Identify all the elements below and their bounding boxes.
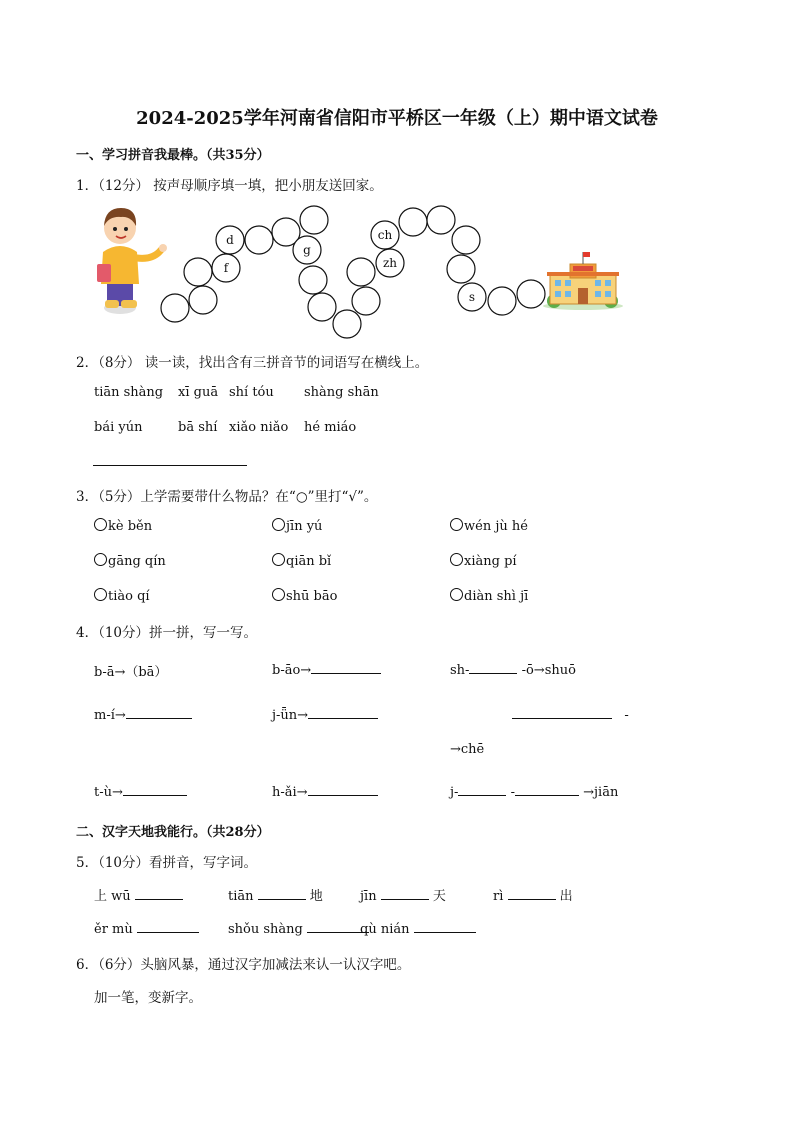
word-item: qù nián [360,920,476,937]
letter-zh: zh [382,256,398,270]
page-title: 2024-2025学年河南省信阳市平桥区一年级（上）期中语文试卷 [136,108,658,129]
answer-blank[interactable] [135,887,183,900]
answer-blank[interactable] [469,661,517,674]
circle-checkbox-icon[interactable] [450,588,463,601]
answer-blank[interactable] [458,783,506,796]
answer-blank[interactable] [123,783,187,796]
pinyin-word: xī guā [178,385,219,400]
option-item[interactable]: tiào qí [94,588,150,604]
question-2-stem: 2．（8分） 读一读，找出含有三拼音节的词语写在横线上。 [76,355,429,371]
spell-item: j-ǖn→ [272,706,378,723]
option-item[interactable]: gāng qín [94,553,166,569]
answer-blank[interactable] [258,887,306,900]
spell-item: sh- -ō→shuō [450,663,576,678]
option-item[interactable]: diàn shì jī [450,588,528,604]
section-heading-pinyin: 一、学习拼音我最棒。（共35分） [76,148,270,163]
spell-item-result: →chē [450,742,485,757]
word-item: shǒu shàng [228,920,369,937]
school-illustration [543,252,623,310]
spell-item: t-ù→ [94,783,187,800]
pinyin-word: shàng shān [304,385,379,400]
option-item[interactable]: shū bāo [272,588,337,604]
spell-item: - [512,706,629,723]
answer-blank[interactable] [414,920,476,933]
question-1-stem: 1．（12分） 按声母顺序填一填，把小朋友送回家。 [76,178,383,194]
word-item: jīn 天 [360,889,446,904]
spell-example: b-ā→（bā） [94,665,168,680]
answer-blank[interactable] [126,706,192,719]
answer-blank[interactable] [381,887,429,900]
word-item: rì 出 [493,889,573,904]
pinyin-word: xiǎo niǎo [229,420,289,435]
circle-checkbox-icon[interactable] [272,553,285,566]
circle-checkbox-icon[interactable] [94,588,107,601]
answer-blank[interactable] [308,783,378,796]
option-item[interactable]: qiān bǐ [272,553,331,569]
answer-blank[interactable] [137,920,199,933]
letter-circles [161,206,545,338]
question-1-maze [95,200,625,342]
option-item[interactable]: xiàng pí [450,553,517,569]
letter-s: s [468,290,476,304]
circle-checkbox-icon[interactable] [450,518,463,531]
answer-blank[interactable] [311,661,381,674]
word-item: 上 wū [94,885,183,904]
letter-ch: ch [377,228,393,242]
option-item[interactable]: kè běn [94,518,152,534]
answer-blank[interactable] [508,887,556,900]
circle-checkbox-icon[interactable] [272,588,285,601]
answer-blank[interactable] [308,706,378,719]
pinyin-word: bái yún [94,420,143,435]
boy-illustration [97,208,167,314]
circle-checkbox-icon[interactable] [450,553,463,566]
answer-line[interactable] [93,465,247,466]
question-4-stem: 4．（10分）拼一拼，写一写。 [76,625,258,641]
letter-f: f [223,261,229,275]
letter-g: g [303,243,311,257]
spell-item: b-āo→ [272,661,381,678]
circle-checkbox-icon[interactable] [272,518,285,531]
spell-item: m-í→ [94,706,192,723]
pinyin-word: bā shí [178,420,218,435]
question-5-stem: 5．（10分）看拼音，写字词。 [76,855,258,871]
pinyin-word: tiān shàng [94,385,164,400]
pinyin-word: shí tóu [229,385,274,400]
question-6-stem: 6．（6分）头脑风暴，通过汉字加减法来认一认汉字吧。 [76,957,411,973]
spell-item: h-ǎi→ [272,783,378,800]
answer-blank[interactable] [515,783,579,796]
option-item[interactable]: jīn yú [272,518,322,534]
word-item: ěr mù [94,920,199,937]
pinyin-word: hé miáo [304,420,357,435]
letter-d: d [226,233,234,247]
option-item[interactable]: wén jù hé [450,518,528,534]
circle-checkbox-icon[interactable] [94,518,107,531]
spell-item: j- - →jiān [450,785,619,800]
section-heading-hanzi: 二、汉字天地我能行。（共28分） [76,825,270,840]
question-3-stem: 3．（5分）上学需要带什么物品？在“○”里打“√”。 [76,489,378,505]
word-item: tiān 地 [228,889,323,904]
answer-blank[interactable] [512,706,612,719]
question-6-subtitle: 加一笔，变新字。 [94,990,202,1006]
circle-checkbox-icon[interactable] [94,553,107,566]
